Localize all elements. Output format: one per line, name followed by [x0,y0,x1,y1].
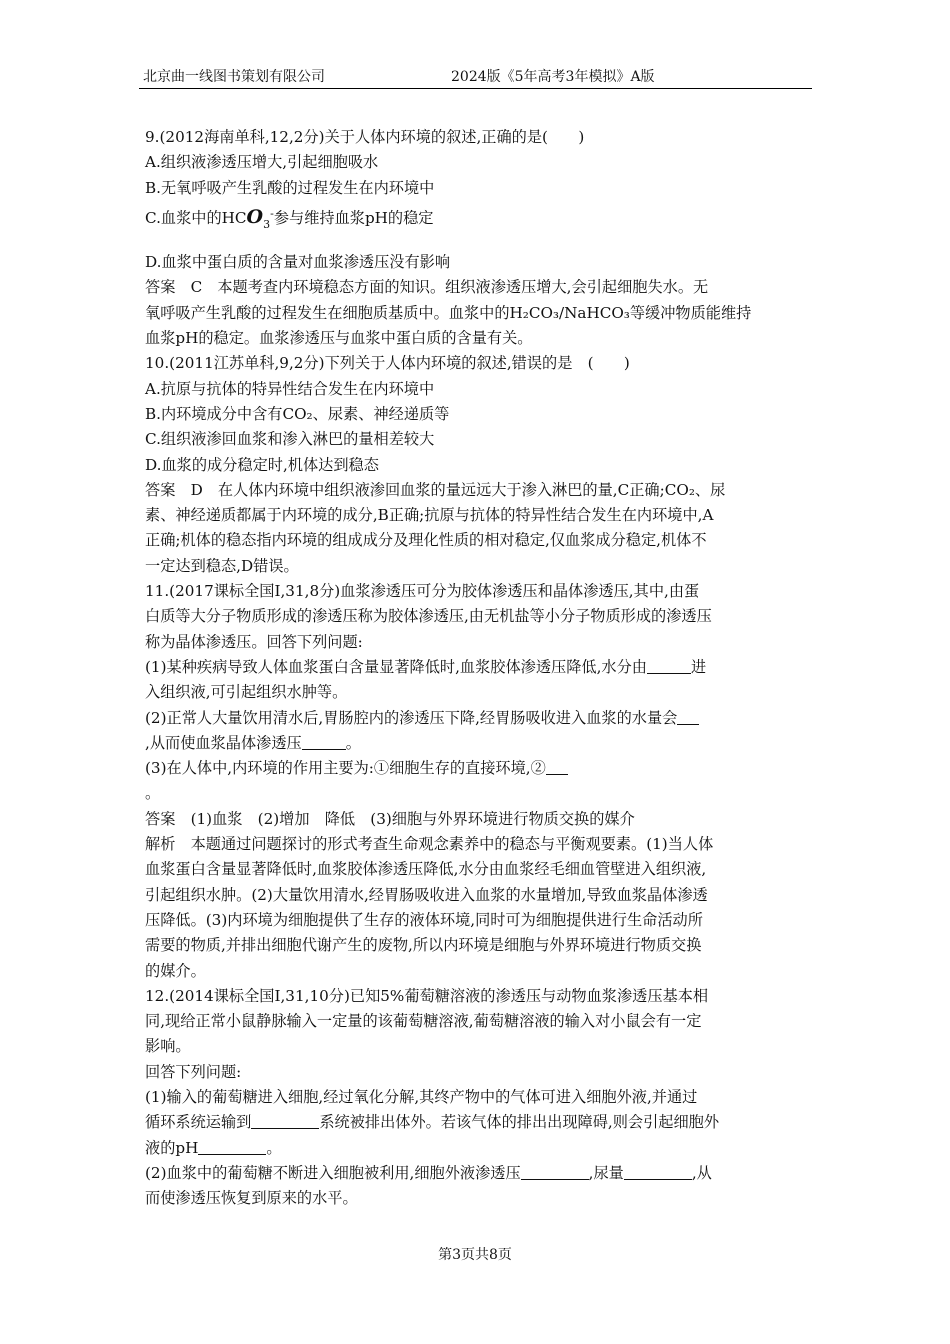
answer-blank [198,1138,266,1154]
page-header [139,64,812,89]
option-c-suffix: 参与维持血浆pH的稳定 [273,208,434,227]
option-a: A.抗原与抗体的特异性结合发生在内环境中 [145,379,435,398]
answer-line: 正确;机体的稳态指内环境的组成成分及理化性质的相对稳定,仅血浆成分稳定,机体不 [145,531,707,550]
sub-question-1: (1)输入的葡萄糖进入细胞,经过氧化分解,其终产物中的气体可进入细胞外液,并通过 [145,1087,698,1106]
question-stem: 白质等大分子物质形成的渗透压称为胶体渗透压,由无机盐等小分子物质形成的渗透压 [145,607,712,626]
sub-question-2-cont: 而使渗透压恢复到原来的水平。 [145,1189,358,1208]
sub-question-3: (3)在人体中,内环境的作用主要为:①细胞生存的直接环境,② [145,756,815,781]
option-b: B.无氧呼吸产生乳酸的过程发生在内环境中 [145,178,435,197]
sub-question-1: (1)某种疾病导致人体血浆蛋白含量显著降低时,血浆胶体渗透压降低,水分由 进 [145,657,707,676]
sub-question-1-cont: 入组织液,可引起组织水肿等。 [145,683,348,702]
answer-line: 答案 D 在人体内环境中组织液渗回血浆的量远远大于渗入淋巴的量,C正确;CO₂、尿 [145,480,726,499]
answer-line: 氧呼吸产生乳酸的过程发生在细胞质基质中。血浆中的H₂CO₃/NaHCO₃等缓冲物质能维持 [145,303,752,322]
page-footer [0,1244,950,1264]
option-c [145,201,815,237]
book-title: 2024版《5年高考3年模拟》A版 [451,69,655,85]
answer-blank [521,1164,589,1180]
formula-o: O [246,205,264,228]
analysis-line: 解析 本题通过问题探讨的形式考查生命观念素养中的稳态与平衡观要素。(1)当人体 [145,835,714,854]
answer-line: 血浆pH的稳定。血浆渗透压与血浆中蛋白质的含量有关。 [145,329,533,348]
sub-question-1-cont: 液的pH 。 [145,1138,282,1157]
question-9 [145,125,815,351]
option-c: C.组织液渗回血浆和渗入淋巴的量相差较大 [145,430,435,449]
answer-blank [647,658,691,674]
option-d: D.血浆中蛋白质的含量对血浆渗透压没有影响 [145,253,451,272]
question-stem: 影响。 [145,1037,191,1056]
answer-line: 一定达到稳态,D错误。 [145,556,299,575]
answer-line: 素、神经递质都属于内环境的成分,B正确;抗原与抗体的特异性结合发生在内环境中,A [145,506,714,525]
answer-blank [302,734,346,750]
analysis-line: 的媒介。 [145,961,206,980]
option-d: D.血浆的成分稳定时,机体达到稳态 [145,455,379,474]
question-12 [145,984,815,1212]
question-stem: 称为晶体渗透压。回答下列问题: [145,632,363,651]
sub-question-3-cont: 。 [145,784,161,803]
question-stem: 11.(2017课标全国Ⅰ,31,8分)血浆渗透压可分为胶体渗透压和晶体渗透压,其中,由蛋 [145,582,700,601]
sub-question-2: (2)血浆中的葡萄糖不断进入细胞被利用,细胞外液渗透压 ,尿量 ,从 [145,1163,712,1182]
analysis-line: 需要的物质,并排出细胞代谢产生的废物,所以内环境是细胞与外界环境进行物质交换 [145,936,702,955]
question-10 [145,351,815,579]
answer-blank [677,708,699,724]
question-stem: 同,现给正常小鼠静脉输入一定量的该葡萄糖溶液,葡萄糖溶液的输入对小鼠会有一定 [145,1012,702,1031]
publisher-name: 北京曲一线图书策划有限公司 [143,69,325,85]
question-stem: 9.(2012海南单科,12,2分)关于人体内环境的叙述,正确的是( ) [145,128,585,146]
question-stem: 12.(2014课标全国Ⅰ,31,10分)已知5%葡萄糖溶液的渗透压与动物血浆渗透压基本相 [145,986,709,1005]
answer-line: 答案 (1)血浆 (2)增加 降低 (3)细胞与外界环境进行物质交换的媒介 [145,809,635,828]
option-c-prefix: C.血浆中的HC [145,208,247,227]
question-stem: 10.(2011江苏单科,9,2分)下列关于人体内环境的叙述,错误的是 ( ) [145,354,630,373]
answer-blank [624,1164,692,1180]
analysis-line: 血浆蛋白含量显著降低时,血浆胶体渗透压降低,水分由血浆经毛细血管壁进入组织液, [145,860,707,879]
question-11 [145,579,815,984]
answer-blank [251,1113,319,1129]
answer-blank [546,759,568,775]
option-b: B.内环境成分中含有CO₂、尿素、神经递质等 [145,404,450,423]
sub-question-2-cont: ,从而使血浆晶体渗透压 。 [145,733,361,752]
sub-question-2: (2)正常人大量饮用清水后,胃肠腔内的渗透压下降,经胃肠吸收进入血浆的水量会 [145,706,815,731]
page-number: 第3页共8页 [438,1247,512,1263]
analysis-line: 压降低。(3)内环境为细胞提供了生存的液体环境,同时可为细胞提供进行生命活动所 [145,910,703,929]
question-intro: 回答下列问题: [145,1062,242,1081]
analysis-line: 引起组织水肿。(2)大量饮用清水,经胃肠吸收进入血浆的水量增加,导致血浆晶体渗透 [145,885,708,904]
sub-question-1-cont: 循环系统运输到 系统被排出体外。若该气体的排出出现障碍,则会引起细胞外 [145,1113,720,1132]
formula-superscript: - [270,206,274,220]
document-body [145,125,815,1211]
formula-subscript: 3 [263,217,271,231]
answer-line: 答案 C 本题考查内环境稳态方面的知识。组织液渗透压增大,会引起细胞失水。无 [145,278,709,297]
option-a: A.组织液渗透压增大,引起细胞吸水 [145,153,379,172]
